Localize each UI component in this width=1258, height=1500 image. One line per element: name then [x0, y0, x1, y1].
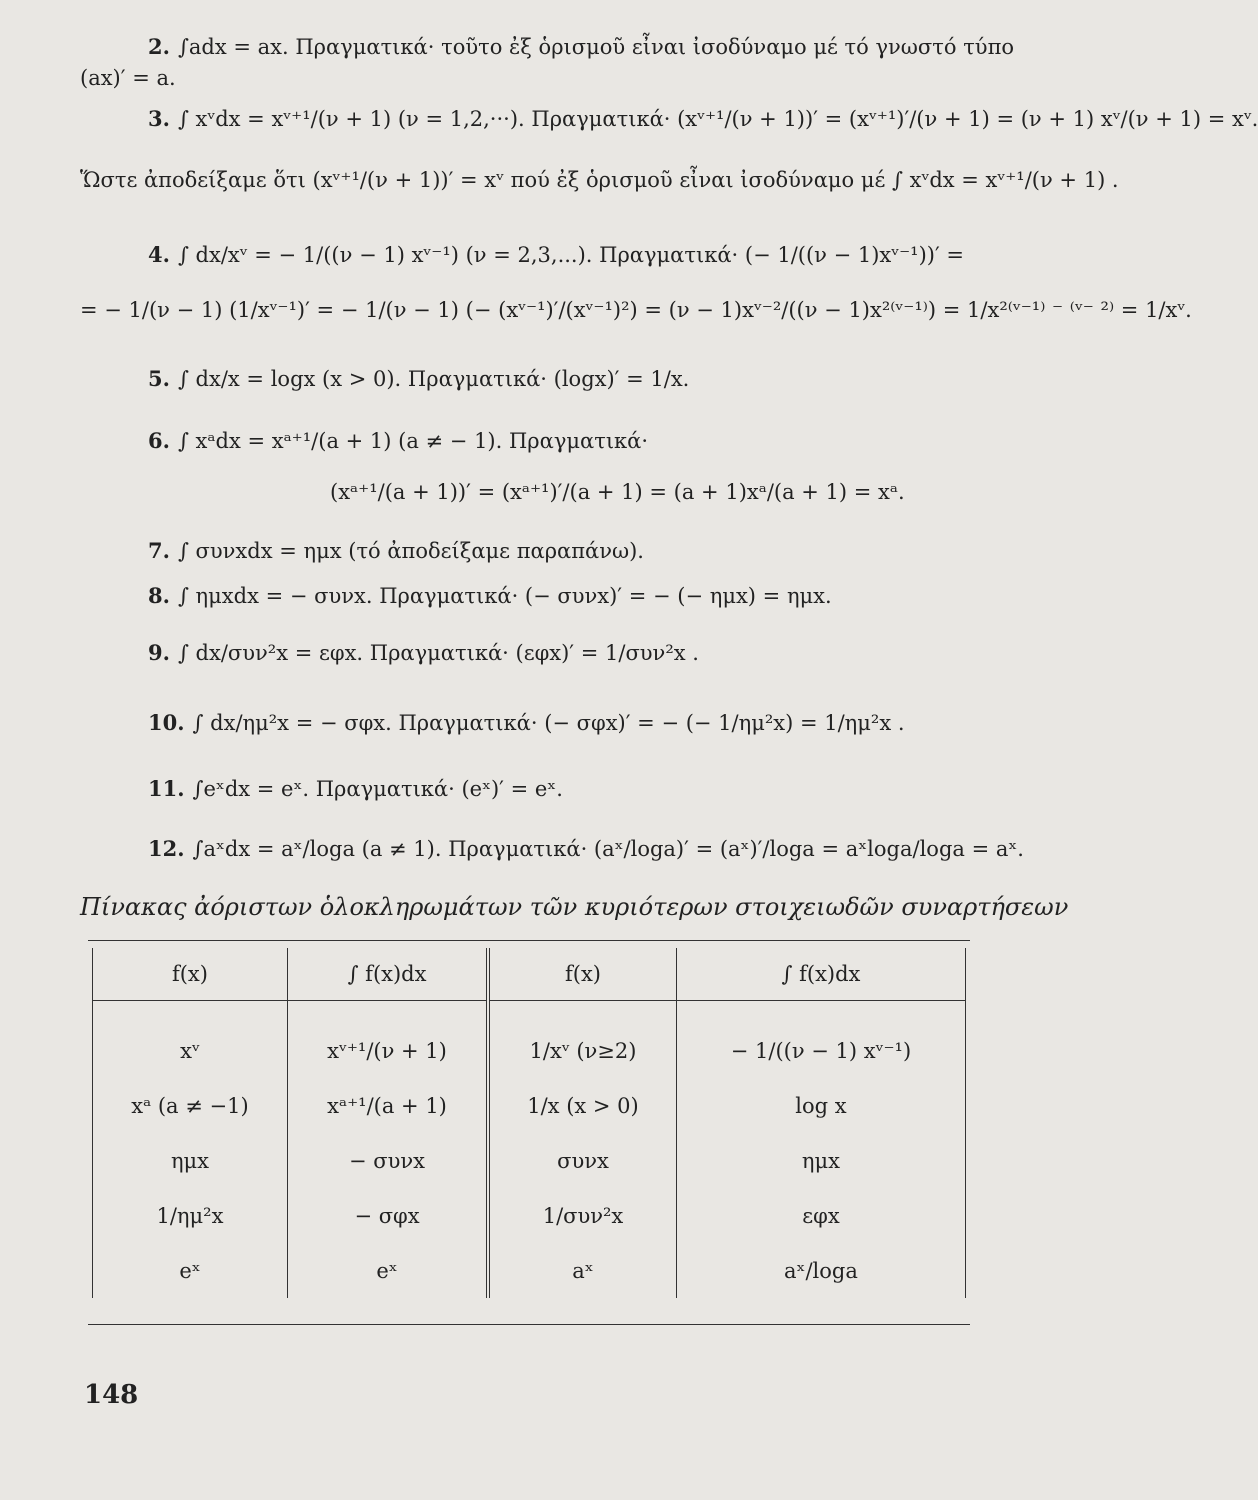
header-fx: f(x): [488, 948, 676, 1001]
table-row: [93, 1078, 966, 1133]
table-header-row: [93, 948, 966, 1001]
formula-12: [148, 836, 1024, 862]
formula-11: [148, 776, 968, 802]
table-cell: 1/ημ²x: [93, 1188, 288, 1243]
table-row: [93, 1243, 966, 1298]
formula-number: 4.: [148, 242, 170, 267]
formula-text: ∫ dx/συν²x = εφx. Πραγματικά· (εφx)′ = 1/συν²x .: [177, 641, 699, 665]
formula-text: ∫ dx/x = logx (x > 0). Πραγματικά· (logx)′ = 1/x.: [177, 367, 690, 391]
table-cell: xᵛ: [93, 1001, 288, 1079]
formula-number: 10.: [148, 710, 185, 735]
integrals-table: [92, 948, 966, 1298]
table-cell: 1/xᵛ (ν≥2): [488, 1001, 676, 1079]
table-cell: ημx: [676, 1133, 965, 1188]
formula-text: ∫adx = ax. Πραγματικά· τοῦτο ἐξ ὁρισμοῦ εἶναι ἰσοδύναμο μέ τό γνωστό τύπο: [177, 35, 1015, 59]
formula-text: ∫ xᵛdx = xᵛ⁺¹/(ν + 1) (ν = 1,2,···). Πραγματικά· (xᵛ⁺¹/(ν + 1))′ = (xᵛ⁺¹)′/(ν + 1) = (ν + 1) xᵛ/(ν + 1) = xᵛ.: [177, 107, 1258, 131]
table-cell: − σφx: [287, 1188, 488, 1243]
table-row: [93, 1133, 966, 1188]
table-cell: aˣ/loga: [676, 1243, 965, 1298]
formula-2: [148, 34, 1015, 60]
table-row: [93, 1188, 966, 1243]
formula-3-conclusion: [80, 168, 1119, 192]
formula-3: [148, 106, 1258, 132]
formula-4-continuation: [80, 298, 1192, 322]
formula-text: ∫eˣdx = eˣ. Πραγματικά· (eˣ)′ = eˣ.: [192, 777, 563, 801]
formula-text: (ax)′ = a.: [80, 66, 176, 90]
formula-9: [148, 640, 968, 666]
formula-text: (xᵃ⁺¹/(a + 1))′ = (xᵃ⁺¹)′/(a + 1) = (a + 1)xᵃ/(a + 1) = xᵃ.: [330, 480, 905, 504]
table-cell: − συνx: [287, 1133, 488, 1188]
header-fx: f(x): [93, 948, 288, 1001]
table-caption: Πίνακας ἀόριστων ὁλοκληρωμάτων τῶν κυριότερων στοιχειωδῶν συναρτήσεων: [80, 893, 1069, 921]
header-integral: ∫ f(x)dx: [676, 948, 965, 1001]
formula-number: 6.: [148, 428, 170, 453]
table-cell: xᵃ⁺¹/(a + 1): [287, 1078, 488, 1133]
formula-8: [148, 583, 968, 609]
table-cell: εφx: [676, 1188, 965, 1243]
formula-number: 5.: [148, 366, 170, 391]
table-cell: xᵃ (a ≠ −1): [93, 1078, 288, 1133]
formula-5: [148, 366, 968, 392]
page-number: 148: [84, 1380, 139, 1410]
table-cell: xᵛ⁺¹/(ν + 1): [287, 1001, 488, 1079]
formula-text: ∫ συνxdx = ημx (τό ἀποδείξαμε παραπάνω).: [177, 539, 644, 563]
formula-text: ∫aˣdx = aˣ/loga (a ≠ 1). Πραγματικά· (aˣ/loga)′ = (aˣ)′/loga = aˣloga/loga = aˣ.: [192, 837, 1024, 861]
table-cell: 1/συν²x: [488, 1188, 676, 1243]
formula-number: 9.: [148, 640, 170, 665]
table-cell: ημx: [93, 1133, 288, 1188]
formula-text: ∫ ημxdx = − συνx. Πραγματικά· (− συνx)′ = − (− ημx) = ημx.: [177, 584, 832, 608]
table-cell: eˣ: [287, 1243, 488, 1298]
formula-6: [148, 428, 968, 454]
table-cell: eˣ: [93, 1243, 288, 1298]
table-bottom-rule: [88, 1324, 970, 1325]
formula-text: ∫ dx/xᵛ = − 1/((ν − 1) xᵛ⁻¹) (ν = 2,3,...). Πραγματικά· (− 1/((ν − 1)xᵛ⁻¹))′ =: [177, 243, 965, 267]
formula-text: Ὥστε ἀποδείξαμε ὅτι (xᵛ⁺¹/(ν + 1))′ = xᵛ πού ἐξ ὁρισμοῦ εἶναι ἰσοδύναμο μέ ∫ xᵛdx = xᵛ⁺¹/(ν + 1) .: [80, 168, 1119, 192]
table-row: [93, 1001, 966, 1079]
table-cell: log x: [676, 1078, 965, 1133]
formula-number: 8.: [148, 583, 170, 608]
formula-number: 7.: [148, 538, 170, 563]
formula-2-continuation: [80, 66, 176, 90]
formula-text: ∫ xᵃdx = xᵃ⁺¹/(a + 1) (a ≠ − 1). Πραγματικά·: [177, 429, 649, 453]
formula-6-continuation: [330, 480, 905, 504]
table-cell: 1/x (x > 0): [488, 1078, 676, 1133]
table-cell: aˣ: [488, 1243, 676, 1298]
formula-number: 12.: [148, 836, 185, 861]
formula-number: 2.: [148, 34, 170, 59]
formula-4: [148, 242, 968, 268]
table-top-rule: [88, 940, 970, 941]
table-cell: − 1/((ν − 1) xᵛ⁻¹): [676, 1001, 965, 1079]
formula-text: = − 1/(ν − 1) (1/xᵛ⁻¹)′ = − 1/(ν − 1) (− (xᵛ⁻¹)′/(xᵛ⁻¹)²) = (ν − 1)xᵛ⁻²/((ν − 1)x²⁽ᵛ⁻¹⁾) = 1/x²⁽ᵛ⁻¹⁾ ⁻ ⁽ᵛ⁻ ²⁾ = 1/xᵛ.: [80, 298, 1192, 322]
formula-7: [148, 538, 968, 564]
table-cell: συνx: [488, 1133, 676, 1188]
formula-10: [148, 710, 968, 736]
header-integral: ∫ f(x)dx: [287, 948, 488, 1001]
formula-number: 3.: [148, 106, 170, 131]
formula-text: ∫ dx/ημ²x = − σφx. Πραγματικά· (− σφx)′ = − (− 1/ημ²x) = 1/ημ²x .: [192, 711, 905, 735]
formula-number: 11.: [148, 776, 185, 801]
